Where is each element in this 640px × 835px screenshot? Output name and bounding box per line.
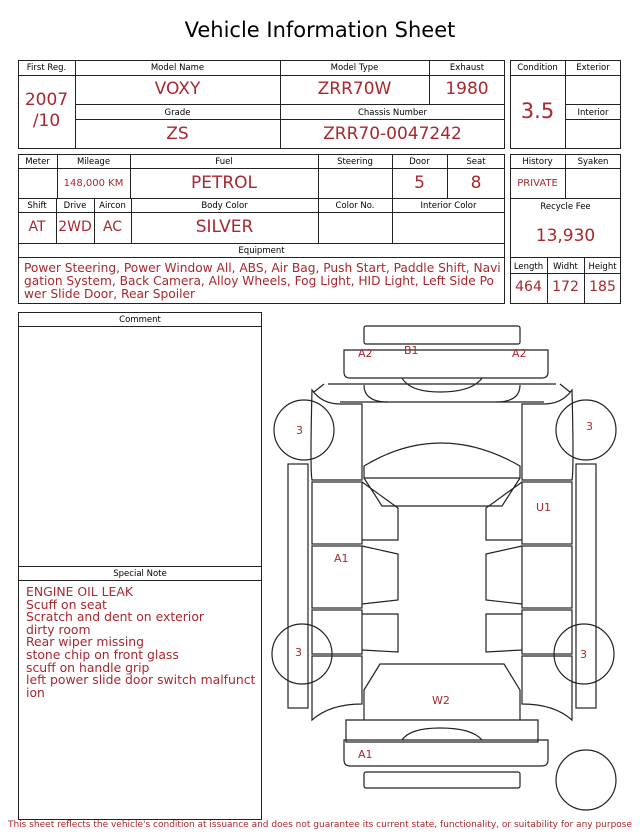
color-no-label: Color No. — [335, 201, 375, 211]
comment-label: Comment — [119, 315, 161, 325]
aircon-value: AC — [102, 219, 123, 235]
length-value: 464 — [515, 279, 542, 295]
fuel-label: Fuel — [215, 157, 233, 167]
special-note-item: dirty room — [26, 621, 91, 637]
steering-label: Steering — [337, 157, 373, 167]
shift-value: AT — [28, 219, 46, 235]
meter-label: Meter — [25, 157, 50, 167]
drive-value: 2WD — [58, 219, 92, 235]
shift-label: Shift — [27, 201, 47, 211]
chassis-number-label: Chassis Number — [357, 108, 428, 118]
equipment-text: Power Steering, Power Window All, ABS, Air Bag, Push Start, Paddle Shift, Navigation System, Back Camera, Alloy Wheels, Fog Light, HID Light, Left Side Power Slide Door, Rear Spoiler — [24, 261, 501, 302]
sheet-title: Vehicle Information Sheet — [184, 18, 456, 42]
special-note-item: scuff on handle grip — [26, 659, 150, 675]
mileage-label: Mileage — [76, 157, 111, 167]
syaken-label: Syaken — [577, 157, 609, 167]
mark-front-right-wheel: 3 — [586, 420, 593, 433]
exhaust-label: Exhaust — [449, 63, 485, 73]
interior-label: Interior — [577, 108, 609, 118]
condition-label: Condition — [517, 63, 558, 73]
first-reg-month: /10 — [32, 111, 61, 131]
first-reg-year: 2007 — [24, 90, 69, 110]
first-reg-label: First Reg. — [26, 63, 67, 73]
special-note-label: Special Note — [113, 569, 167, 579]
exhaust-value: 1980 — [445, 79, 489, 99]
body-color-value: SILVER — [195, 217, 254, 237]
mileage-value: 148,000 KM — [63, 178, 124, 189]
length-label: Length — [513, 262, 544, 272]
aircon-label: Aircon — [99, 201, 126, 211]
mark-front-bumper: B1 — [404, 344, 419, 357]
mark-rear-right-wheel: 3 — [580, 648, 587, 661]
seat-label: Seat — [466, 157, 486, 167]
interior-color-label: Interior Color — [420, 201, 477, 211]
chassis-number-value: ZRR70-0047242 — [323, 124, 462, 144]
mark-rear-window: W2 — [432, 694, 450, 707]
special-note-item: left power slide door switch malfunction — [26, 672, 256, 700]
special-note-item: Scuff on seat — [26, 596, 107, 612]
history-label: History — [522, 157, 553, 167]
mark-rear-bumper: A1 — [358, 748, 373, 761]
door-label: Door — [409, 157, 430, 167]
history-value: PRIVATE — [517, 178, 558, 189]
width-value: 172 — [552, 279, 579, 295]
mark-front-right-corner: A2 — [512, 347, 527, 360]
special-note-item: stone chip on front glass — [26, 646, 179, 662]
special-note-item: Rear wiper missing — [26, 634, 144, 650]
fuel-value: PETROL — [190, 173, 258, 193]
model-type-label: Model Type — [330, 63, 379, 73]
special-note-item: ENGINE OIL LEAK — [26, 584, 133, 599]
grade-value: ZS — [166, 124, 189, 144]
special-note-item: Scratch and dent on exterior — [26, 609, 205, 625]
seat-value: 8 — [470, 173, 482, 193]
body-color-label: Body Color — [201, 201, 248, 211]
height-value: 185 — [589, 279, 616, 295]
mark-right-slide-door: U1 — [536, 501, 552, 514]
door-value: 5 — [414, 173, 425, 193]
exterior-label: Exterior — [576, 63, 610, 73]
model-name-value: VOXY — [154, 79, 201, 99]
height-label: Height — [588, 262, 617, 272]
mark-front-left-wheel: 3 — [296, 424, 303, 437]
equipment-label: Equipment — [238, 246, 285, 256]
drive-label: Drive — [63, 201, 87, 211]
recycle-fee-label: Recycle Fee — [540, 202, 591, 212]
mark-left-door: A1 — [334, 552, 349, 565]
model-name-label: Model Name — [150, 63, 205, 73]
mark-rear-left-wheel: 3 — [295, 646, 302, 659]
condition-value: 3.5 — [520, 99, 555, 123]
disclaimer-footer: This sheet reflects the vehicle's condition at issuance and does not guarantee its current state, functionality, or suitability for any purpose — [7, 820, 633, 830]
width-label: Widht — [553, 262, 578, 272]
grade-label: Grade — [164, 108, 191, 118]
recycle-fee-value: 13,930 — [535, 226, 596, 246]
model-type-value: ZRR70W — [317, 79, 392, 99]
mark-front-left-corner: A2 — [358, 347, 373, 360]
